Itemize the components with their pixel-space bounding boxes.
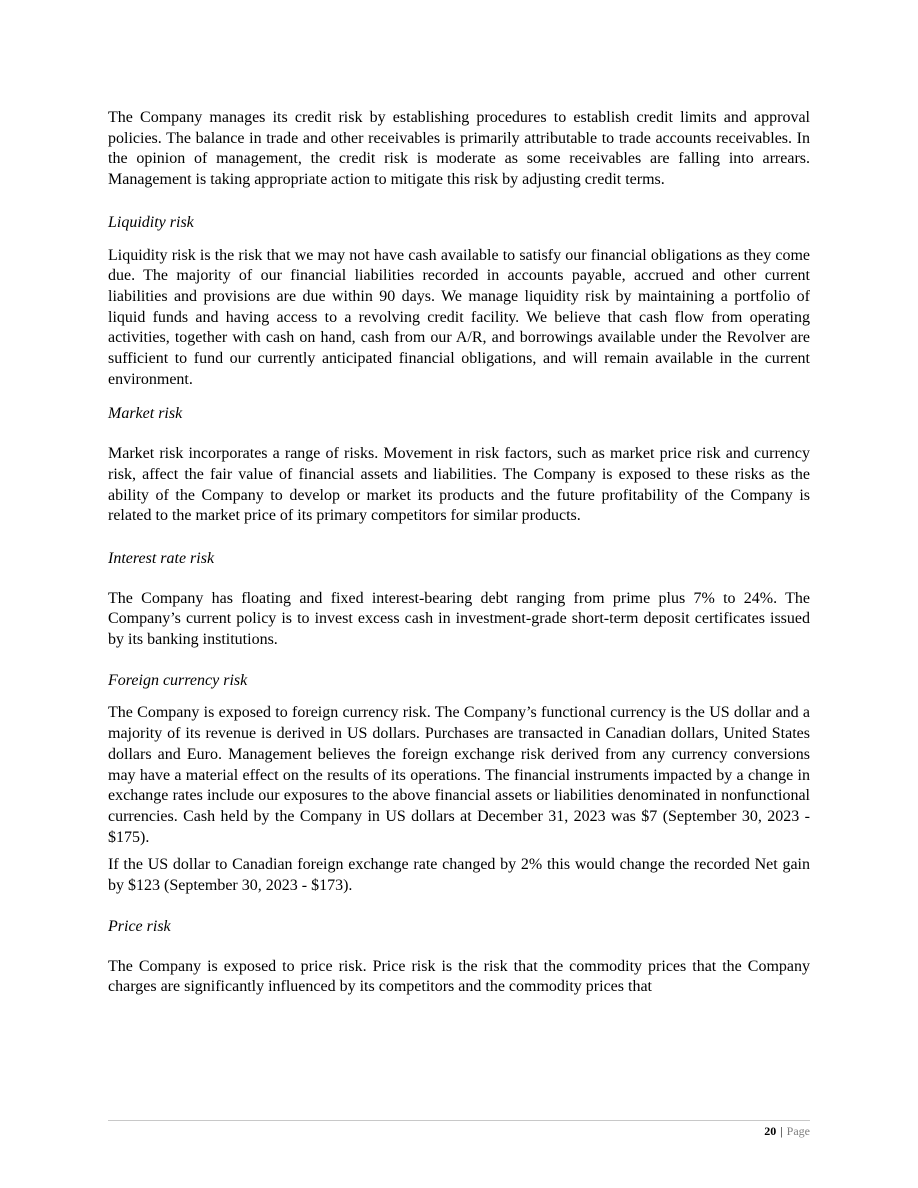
- liquidity-risk-paragraph: Liquidity risk is the risk that we may not have cash available to satisfy our financial obligations as they come due. The majority of our financial liabilities recorded in accounts payable, accrued and other current liabilities and provisions are due within 90 days. We manage liquidity risk by maintaining a portfolio of liquid funds and having access to a revolving credit facility. We believe that cash flow from operating activities, together with cash on hand, cash from our A/R, and borrowings available under the Revolver are sufficient to fund our currently anticipated financial obligations, and will remain available in the current environment.: [108, 246, 810, 388]
- price-risk-heading: Price risk: [108, 917, 171, 935]
- page-label: Page: [786, 1124, 810, 1138]
- page-footer: [764, 1123, 810, 1139]
- price-risk-paragraph: The Company is exposed to price risk. Price risk is the risk that the commodity prices that the Company charges are significantly influenced by its competitors and the commodity prices that: [108, 957, 810, 996]
- foreign-currency-risk-paragraph: The Company is exposed to foreign currency risk. The Company’s functional currency is the US dollar and a majority of its revenue is derived in US dollars. Purchases are transacted in Canadian dollars, United States dollars and Euro. Management believes the foreign exchange risk derived from any currency conversions may have a material effect on the results of its operations. The financial instruments impacted by a change in exchange rates include our exposures to the above financial assets or liabilities denominated in nonfunctional currencies. Cash held by the Company in US dollars at December 31, 2023 was $7 (September 30, 2023 - $175).: [108, 704, 810, 846]
- footer-divider: [108, 1120, 810, 1121]
- page-number: 20: [764, 1124, 777, 1138]
- liquidity-risk-heading: Liquidity risk: [108, 213, 194, 231]
- market-risk-paragraph: Market risk incorporates a range of risks. Movement in risk factors, such as market price risk and currency risk, affect the fair value of financial assets and liabilities. The Company is exposed to these risks as the ability of the Company to develop or market its products and the future profitability of the Company is related to the market price of its primary competitors for similar products.: [108, 445, 810, 525]
- footer-separator: |: [780, 1124, 783, 1138]
- credit-risk-paragraph: The Company manages its credit risk by establishing procedures to establish credit limits and approval policies. The balance in trade and other receivables is primarily attributable to trade accounts receivables. In the opinion of management, the credit risk is moderate as some receivables are falling into arrears. Management is taking appropriate action to mitigate this risk by adjusting credit terms.: [108, 109, 810, 189]
- interest-rate-risk-heading: Interest rate risk: [108, 549, 215, 567]
- market-risk-heading: Market risk: [108, 405, 183, 423]
- foreign-currency-risk-heading: Foreign currency risk: [108, 671, 248, 689]
- document-page: [108, 108, 810, 998]
- foreign-exchange-sensitivity-paragraph: If the US dollar to Canadian foreign exchange rate changed by 2% this would change the recorded Net gain by $123 (September 30, 2023 - $173).: [108, 856, 810, 895]
- interest-rate-risk-paragraph: The Company has floating and fixed interest-bearing debt ranging from prime plus 7% to 24%. The Company’s current policy is to invest excess cash in investment-grade short-term deposit certificates issued by its banking institutions.: [108, 589, 810, 649]
